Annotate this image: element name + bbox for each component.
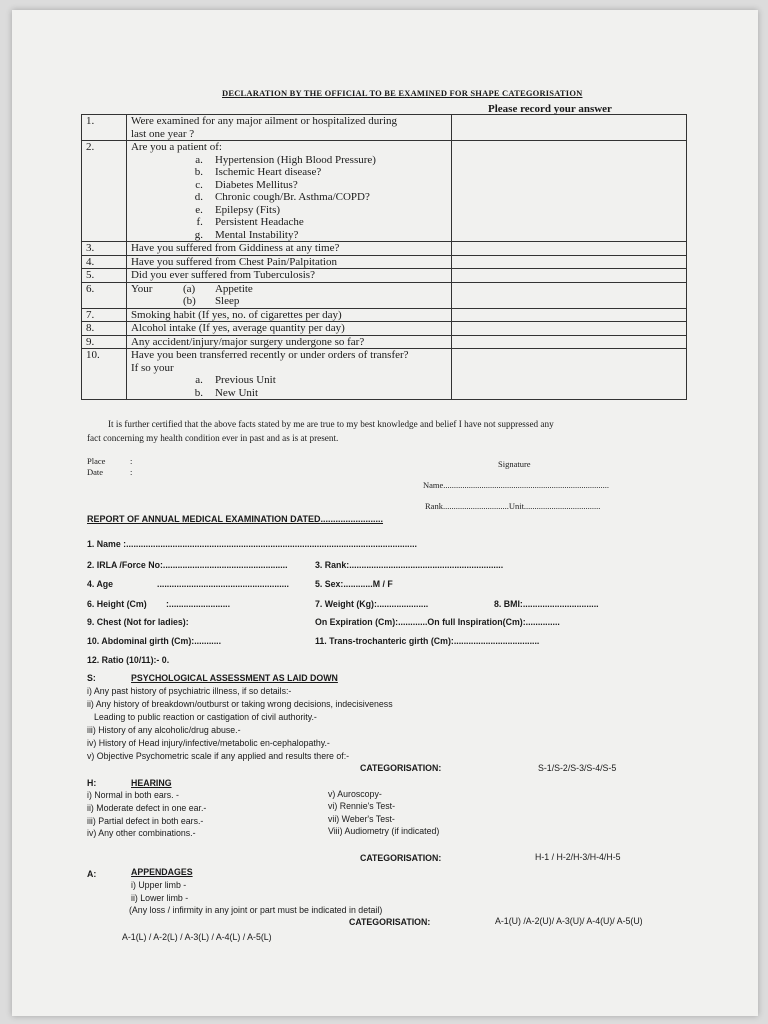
sub-item-text: Hypertension (High Blood Pressure) bbox=[214, 153, 376, 166]
sub-item-letter: (b) bbox=[182, 295, 196, 307]
sub-item-letter: c. bbox=[195, 178, 203, 191]
psych-letter: S: bbox=[87, 673, 96, 683]
question-text bbox=[126, 335, 451, 349]
field-abdominal-girth[interactable]: 10. Abdominal girth (Cm):........... bbox=[87, 636, 222, 646]
answer-cell[interactable] bbox=[451, 141, 686, 242]
hearing-left-3: iii) Partial defect in both ears.- bbox=[87, 816, 204, 826]
answer-cell[interactable] bbox=[451, 335, 686, 349]
appendages-item-1: i) Upper limb - bbox=[131, 880, 187, 890]
psych-item-2-cont: Leading to public reaction or castigation of civil authority.- bbox=[94, 712, 317, 722]
declaration-row bbox=[82, 255, 687, 269]
field-age-label: 4. Age bbox=[87, 579, 114, 589]
question-line: If so your bbox=[130, 361, 174, 374]
answer-cell[interactable] bbox=[451, 115, 686, 141]
rank-unit-field[interactable]: Rank...............................Unit.................................... bbox=[425, 501, 601, 511]
declaration-row bbox=[82, 141, 687, 242]
document-page bbox=[12, 10, 758, 1016]
question-number: 1. bbox=[82, 115, 127, 141]
sub-item-letter: b. bbox=[194, 166, 203, 178]
field-height-label: 6. Height (Cm) bbox=[87, 599, 147, 609]
psych-categorisation-values[interactable]: S-1/S-2/S-3/S-4/S-5 bbox=[538, 763, 617, 773]
question-text bbox=[126, 242, 451, 256]
sub-item-letter: b. bbox=[194, 386, 203, 399]
hearing-right-4: Viii) Audiometry (if indicated) bbox=[328, 826, 440, 836]
declaration-table bbox=[81, 114, 687, 400]
sub-item-letter: a. bbox=[195, 153, 203, 166]
field-ratio[interactable]: 12. Ratio (10/11):- 0. bbox=[87, 655, 170, 665]
answer-cell[interactable] bbox=[451, 282, 686, 308]
psych-item-5: v) Objective Psychometric scale if any applied and results there of:- bbox=[87, 751, 350, 761]
question-text bbox=[126, 308, 451, 322]
field-chest-label: 9. Chest (Not for ladies): bbox=[87, 617, 189, 627]
hearing-left-2: ii) Moderate defect in one ear.- bbox=[87, 803, 207, 813]
sub-item-letter: a. bbox=[195, 374, 203, 386]
hearing-categorisation-label: CATEGORISATION: bbox=[360, 853, 442, 863]
question-text bbox=[126, 349, 451, 400]
appendages-categorisation-upper[interactable]: A-1(U) /A-2(U)/ A-3(U)/ A-4(U)/ A-5(U) bbox=[495, 916, 643, 926]
sub-item-letter: e. bbox=[195, 203, 203, 216]
declaration-row bbox=[82, 242, 687, 256]
declaration-row bbox=[82, 115, 687, 141]
sub-item-text: Chronic cough/Br. Asthma/COPD? bbox=[214, 191, 370, 203]
question-line: Are you a patient of: bbox=[130, 141, 222, 153]
field-weight[interactable]: 7. Weight (Kg):..................... bbox=[315, 599, 429, 609]
sub-item-letter: (a) bbox=[182, 282, 196, 295]
field-chest[interactable]: On Expiration (Cm):............On full Inspiration(Cm):.............. bbox=[315, 617, 560, 627]
sub-item-text: Diabetes Mellitus? bbox=[214, 178, 298, 191]
question-number: 10. bbox=[82, 349, 127, 400]
question-number: 2. bbox=[82, 141, 127, 242]
question-number: 7. bbox=[82, 308, 127, 322]
answer-cell[interactable] bbox=[451, 349, 686, 400]
declaration-row bbox=[82, 335, 687, 349]
declaration-row bbox=[82, 308, 687, 322]
question-line: Have you suffered from Chest Pain/Palpitation bbox=[130, 255, 337, 268]
field-sex[interactable]: 5. Sex:............M / F bbox=[315, 579, 393, 589]
answer-cell[interactable] bbox=[451, 269, 686, 283]
question-text bbox=[126, 115, 451, 141]
sub-item-text: Persistent Headache bbox=[214, 216, 304, 228]
declaration-row bbox=[82, 349, 687, 400]
question-text bbox=[126, 255, 451, 269]
appendages-categorisation-label: CATEGORISATION: bbox=[349, 917, 431, 927]
declaration-row bbox=[82, 282, 687, 308]
sub-item-text: Epilepsy (Fits) bbox=[214, 203, 281, 216]
question-number: 6. bbox=[82, 282, 127, 308]
sub-item-text: Sleep bbox=[214, 295, 240, 307]
field-rank[interactable]: 3. Rank:............................................................... bbox=[315, 560, 504, 570]
hearing-categorisation-values[interactable]: H-1 / H-2/H-3/H-4/H-5 bbox=[535, 852, 621, 862]
sub-item-text: Mental Instability? bbox=[214, 228, 299, 241]
hearing-left-1: i) Normal in both ears. - bbox=[87, 790, 179, 800]
sub-item-letter: d. bbox=[194, 191, 203, 203]
question-line: Have you been transferred recently or under orders of transfer? bbox=[130, 349, 409, 361]
declaration-row bbox=[82, 269, 687, 283]
psych-item-4: iv) History of Head injury/infective/metabolic en-cephalopathy.- bbox=[87, 738, 330, 748]
answer-cell[interactable] bbox=[451, 322, 686, 336]
certification-line-2: fact concerning my health condition ever in past and as is at present. bbox=[87, 433, 339, 443]
appendages-note: (Any loss / infirmity in any joint or part must be indicated in detail) bbox=[129, 905, 383, 915]
question-text bbox=[126, 269, 451, 283]
sub-item-letter: g. bbox=[194, 228, 203, 241]
signature-label: Signature bbox=[498, 459, 531, 469]
declaration-row bbox=[82, 322, 687, 336]
question-prefix: Your bbox=[130, 282, 153, 295]
question-line: Did you ever suffered from Tuberculosis? bbox=[130, 269, 315, 281]
field-bmi[interactable]: 8. BMI:............................... bbox=[494, 599, 599, 609]
question-text bbox=[126, 322, 451, 336]
hearing-right-3: vii) Weber's Test- bbox=[328, 814, 395, 824]
psych-item-1: i) Any past history of psychiatric illness, if so details:- bbox=[87, 686, 292, 696]
question-number: 4. bbox=[82, 255, 127, 269]
question-line: Any accident/injury/major surgery undergone so far? bbox=[130, 335, 365, 348]
hearing-letter: H: bbox=[87, 778, 97, 788]
question-line: Alcohol intake (If yes, average quantity per day) bbox=[130, 322, 345, 334]
question-line: last one year ? bbox=[130, 127, 195, 140]
question-number: 9. bbox=[82, 335, 127, 349]
question-text bbox=[126, 282, 451, 308]
answer-cell[interactable] bbox=[451, 255, 686, 269]
sub-item-letter: f. bbox=[196, 216, 203, 228]
field-name[interactable]: 1. Name :....................................................................................................................... bbox=[87, 539, 417, 549]
field-trochanteric-girth[interactable]: 11. Trans-trochanteric girth (Cm):................................... bbox=[315, 636, 540, 646]
appendages-letter: A: bbox=[87, 869, 97, 879]
sub-item-text: Appetite bbox=[214, 282, 253, 295]
field-irla[interactable]: 2. IRLA /Force No:................................................... bbox=[87, 560, 288, 570]
sub-item-text: Previous Unit bbox=[214, 374, 276, 386]
question-line: Have you suffered from Giddiness at any time? bbox=[130, 242, 340, 254]
declaration-title: DECLARATION BY THE OFFICIAL TO BE EXAMINED FOR SHAPE CATEGORISATION bbox=[222, 88, 583, 98]
question-number: 8. bbox=[82, 322, 127, 336]
report-title: REPORT OF ANNUAL MEDICAL EXAMINATION DATED......................... bbox=[87, 514, 384, 524]
sub-item-text: New Unit bbox=[214, 386, 259, 399]
field-age[interactable]: ...................................................... bbox=[157, 579, 289, 589]
appendages-title: APPENDAGES bbox=[131, 867, 193, 877]
date-label: Date bbox=[87, 467, 104, 477]
answer-cell[interactable] bbox=[451, 242, 686, 256]
hearing-left-4: iv) Any other combinations.- bbox=[87, 828, 196, 838]
question-number: 5. bbox=[82, 269, 127, 283]
question-number: 3. bbox=[82, 242, 127, 256]
question-text bbox=[126, 141, 451, 242]
psych-categorisation-label: CATEGORISATION: bbox=[360, 763, 442, 773]
question-line: Smoking habit (If yes, no. of cigarettes per day) bbox=[130, 308, 342, 321]
hearing-title: HEARING bbox=[131, 778, 172, 788]
question-line: Were examined for any major ailment or hospitalized during bbox=[130, 115, 398, 127]
appendages-categorisation-lower[interactable]: A-1(L) / A-2(L) / A-3(L) / A-4(L) / A-5(L) bbox=[122, 932, 272, 942]
hearing-right-1: v) Auroscopy- bbox=[328, 789, 382, 799]
hearing-right-2: vi) Rennie's Test- bbox=[328, 801, 396, 811]
field-height[interactable]: :......................... bbox=[166, 599, 231, 609]
place-colon: : bbox=[130, 456, 133, 466]
sub-item-text: Ischemic Heart disease? bbox=[214, 166, 322, 178]
psych-item-3: iii) History of any alcoholic/drug abuse.- bbox=[87, 725, 241, 735]
appendages-item-2: ii) Lower limb - bbox=[131, 893, 189, 903]
certification-line-1: It is further certified that the above facts stated by me are true to my best knowledge and belief I have not suppressed any bbox=[108, 419, 554, 429]
answer-cell[interactable] bbox=[451, 308, 686, 322]
psych-item-2: ii) Any history of breakdown/outburst or taking wrong decisions, indecisiveness bbox=[87, 699, 393, 709]
place-label: Place bbox=[87, 456, 106, 466]
date-colon: : bbox=[130, 467, 133, 477]
name-field[interactable]: Name.............................................................................. bbox=[423, 480, 610, 490]
psych-title: PSYCHOLOGICAL ASSESSMENT AS LAID DOWN bbox=[131, 673, 338, 683]
answer-column-header: Please record your answer bbox=[488, 103, 612, 115]
